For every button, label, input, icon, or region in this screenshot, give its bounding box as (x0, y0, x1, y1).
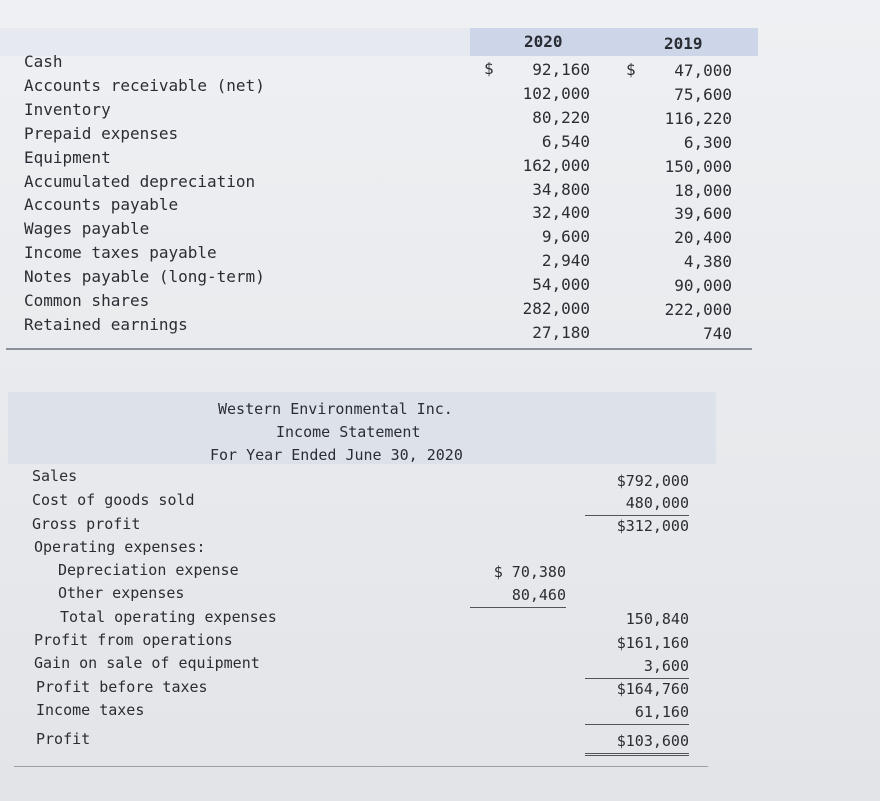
income-taxes-label: Income taxes (36, 701, 145, 719)
balance-row-label: Prepaid expenses (24, 123, 179, 143)
balance-bottom-rule (6, 348, 752, 350)
balance-row-2019-value: 90,000 (674, 276, 732, 296)
statement-title: Income Statement (276, 423, 421, 441)
balance-row-2020-value: 54,000 (532, 275, 590, 295)
income-taxes-value: 61,160 (585, 701, 689, 725)
other-expenses-value: 80,460 (470, 584, 566, 608)
total-opex-value: 150,840 (625, 610, 689, 628)
statement-period: For Year Ended June 30, 2020 (210, 446, 463, 464)
balance-row-label: Retained earnings (24, 314, 188, 334)
profit-from-operations-label: Profit from operations (34, 631, 233, 649)
balance-row-2020-value: 34,800 (532, 179, 590, 199)
balance-row-label: Common shares (24, 291, 150, 310)
depreciation-label: Depreciation expense (58, 561, 239, 579)
dollar-sign-2019: $ (626, 60, 636, 79)
profit-before-taxes-value: $164,760 (616, 680, 689, 698)
balance-row-label: Notes payable (long-term) (24, 267, 265, 287)
balance-row-2020-value: 92,160 (532, 60, 590, 79)
balance-row-label: Income taxes payable (24, 243, 217, 263)
balance-row-label: Wages payable (24, 219, 150, 239)
balance-row-label: Equipment (24, 147, 111, 167)
other-expenses-label: Other expenses (58, 584, 185, 602)
balance-row-2020-value: 102,000 (522, 83, 590, 103)
company-name: Western Environmental Inc. (218, 400, 453, 418)
profit-value: $103,600 (585, 730, 689, 756)
gross-profit-value: $312,000 (616, 517, 689, 535)
balance-row-label: Accounts payable (24, 195, 179, 215)
balance-row-2019-value: 116,220 (664, 108, 732, 128)
balance-row-2020-value: 2,940 (541, 251, 590, 271)
balance-row-2019-value: 75,600 (674, 84, 732, 104)
gross-profit-label: Gross profit (32, 515, 141, 533)
balance-row-label: Accumulated depreciation (24, 171, 256, 191)
balance-row-2019-value: 4,380 (683, 252, 732, 272)
balance-row-2019-value: 18,000 (674, 180, 732, 200)
sales-label: Sales (32, 467, 78, 485)
balance-row-2019-value: 150,000 (664, 156, 732, 176)
gain-label: Gain on sale of equipment (34, 654, 260, 672)
profit-from-operations-value: $161,160 (616, 634, 689, 652)
cogs-label: Cost of goods sold (32, 491, 195, 509)
total-opex-label: Total operating expenses (60, 608, 277, 626)
balance-header-band (470, 28, 758, 56)
operating-expenses-label: Operating expenses: (34, 538, 206, 556)
year-2020-heading: 2020 (524, 32, 563, 51)
balance-row-label: Cash (24, 52, 63, 71)
balance-row-2020-value: 80,220 (532, 107, 590, 127)
balance-row-2020-value: 6,540 (541, 131, 590, 151)
year-2019-heading: 2019 (664, 34, 703, 53)
depreciation-value: $ 70,380 (493, 563, 566, 581)
cogs-value: 480,000 (585, 492, 689, 516)
profit-before-taxes-label: Profit before taxes (36, 678, 208, 696)
balance-row-label: Inventory (24, 99, 111, 119)
balance-row-2019-value: 222,000 (664, 300, 732, 319)
profit-label: Profit (36, 730, 91, 748)
balance-header-band-left (0, 28, 470, 56)
balance-row-2020-value: 282,000 (522, 299, 590, 318)
balance-row-2020-value: 162,000 (522, 155, 590, 175)
balance-row-2020-value: 27,180 (532, 322, 590, 342)
balance-row-2019-value: 740 (703, 323, 732, 343)
gain-value: 3,600 (585, 655, 689, 679)
balance-row-2019-value: 20,400 (674, 228, 732, 248)
dollar-sign-2020: $ (484, 59, 494, 78)
balance-row-2020-value: 9,600 (541, 227, 590, 247)
balance-row-2019-value: 39,600 (674, 204, 732, 224)
balance-row-2019-value: 6,300 (683, 132, 732, 152)
sales-value: $792,000 (616, 472, 689, 490)
income-bottom-rule (14, 766, 708, 767)
balance-row-2019-value: 47,000 (674, 61, 732, 80)
balance-row-2020-value: 32,400 (532, 203, 590, 223)
balance-row-label: Accounts receivable (net) (24, 75, 265, 95)
